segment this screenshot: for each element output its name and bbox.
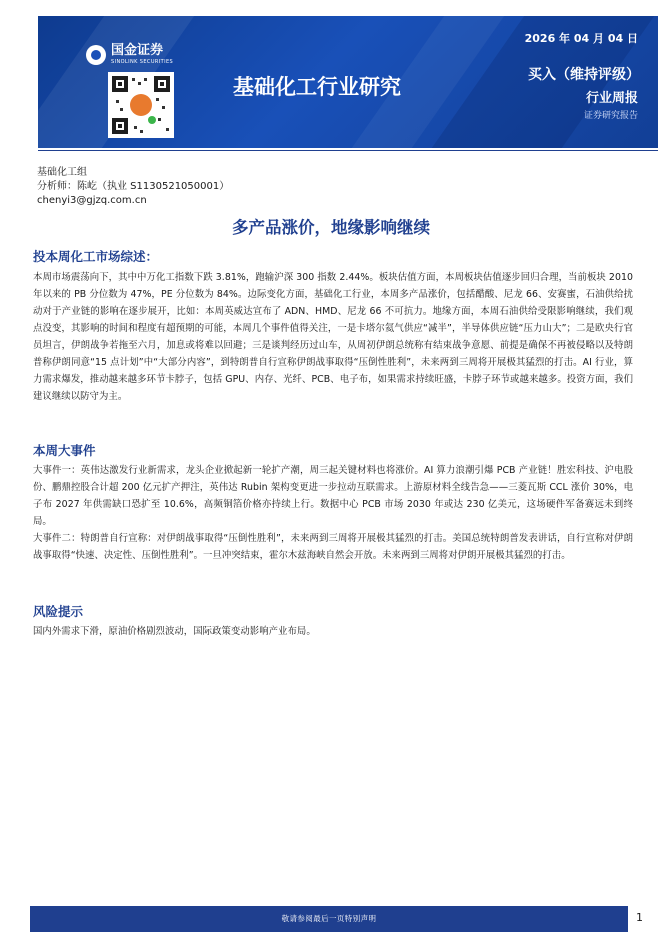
- analyst-info: [37, 166, 229, 208]
- header-banner: [38, 16, 658, 148]
- disclaimer-note[interactable]: 敬请参阅最后一页特别声明: [281, 914, 377, 923]
- section-heading: 投本周化工市场综述：: [33, 249, 159, 264]
- analyst-group: 基础化工组: [37, 167, 87, 178]
- qr-code-icon: [108, 72, 174, 138]
- section-heading: 本周大事件: [33, 443, 96, 458]
- section-heading: 风险提示: [33, 604, 84, 619]
- section-body: 本周市场震荡向下，其中中万化工指数下跌 3.81%，跑输沪深 300 指数 2.44%。板块估值方面，本周板块估值逐步回归合理，当前板块 2010 年以来的 PB 分位数为 47%，PE 分位数为 84%。边际变化方面，基础化工行业，本周多产品涨价，包括醋酸、尼龙 66、安赛蜜，石油供给扰动对于产业链的影响在逐步展开，比如：本周英威达宣布了 ADN、HMD、尼龙 66 不可抗力。地缘方面，本周石油供给受限影响继续，我们观点没变，其影响的时间和程度有超预期的可能，本周几个事件值得关注，一是卡塔尔氦气供应“减半”，半导体供应链“压力山大”；二是欧央行官员坦言，伊朗战争若拖至六月，加息或将难以回避；三是谈判经历过山车，从周初伊朗总统称有结束战争意愿、前提是确保不再被侵略以及特朗普称伊朗同意“15 点计划”中“大部分内容”，到特朗普自行宣称伊朗战事取得“压倒性胜利”，未来两到三周将开展极其猛烈的打击。AI 行业，算力需求爆发，推动越来越多环节卡脖子，包括 GPU、内存、光纤、PCB、电子布，如果需求持续旺盛，卡脖子环节或越来越多。投资方面，我们建议继续以防守为主。: [33, 272, 633, 402]
- brand-logo: [86, 44, 173, 65]
- report-title: 多产品涨价，地缘影响继续: [232, 218, 430, 237]
- section-market-review: [33, 247, 633, 405]
- footer-bar: [30, 906, 628, 932]
- header-divider: [38, 150, 658, 151]
- analyst-email[interactable]: chenyi3@gjzq.com.cn: [37, 195, 147, 206]
- brand-name-en: SINOLINK SECURITIES: [111, 59, 174, 65]
- section-risk-warning: [33, 602, 633, 640]
- report-category: 证券研究报告: [583, 111, 638, 121]
- section-major-events: [33, 441, 633, 564]
- logo-icon: [86, 45, 106, 65]
- rating-label: 买入（维持评级）: [528, 67, 640, 83]
- section-body: 大事件一：英伟达激发行业新需求，龙头企业掀起新一轮扩产潮，周三起关键材料也将涨价。AI 算力浪潮引爆 PCB 产业链！胜宏科技、沪电股份、鹏鼎控股合计超 200 亿元扩产押注，英伟达 Rubin 架构变更进一步拉动互联需求。上游原材料全线告急——三菱瓦斯 CCL 涨价 30%，电子布 2027 年供需缺口恐扩至 10.6%，高频铜箔价格亦持续上行。数据中心 PCB 市场 2030 年或达 230 亿美元，这场硬件军备赛远未到终局。 大事件二：特朗普自行宣称：对伊朗战事取得“压倒性胜利”，未来两到三周将开展极其猛烈的打击。美国总统特朗普发表讲话，自行宣称对伊朗战事取得“快速、决定性、压倒性胜利”。一旦冲突结束，霍尔木兹海峡自然会开放。未来两到三周将对伊朗开展极其猛烈的打击。: [33, 465, 633, 561]
- report-date: 2026 年 04 月 04 日: [524, 32, 638, 45]
- analyst-name: 分析师：陈屹（执业 S1130521050001）: [37, 181, 230, 192]
- industry-title: 基础化工行业研究: [233, 75, 401, 99]
- page-number: 1: [636, 911, 643, 924]
- report-type: 行业周报: [585, 91, 638, 106]
- section-body: 国内外需求下滑，原油价格剧烈波动，国际政策变动影响产业布局。: [33, 626, 316, 637]
- brand-name-cn: 国金证券: [111, 43, 164, 58]
